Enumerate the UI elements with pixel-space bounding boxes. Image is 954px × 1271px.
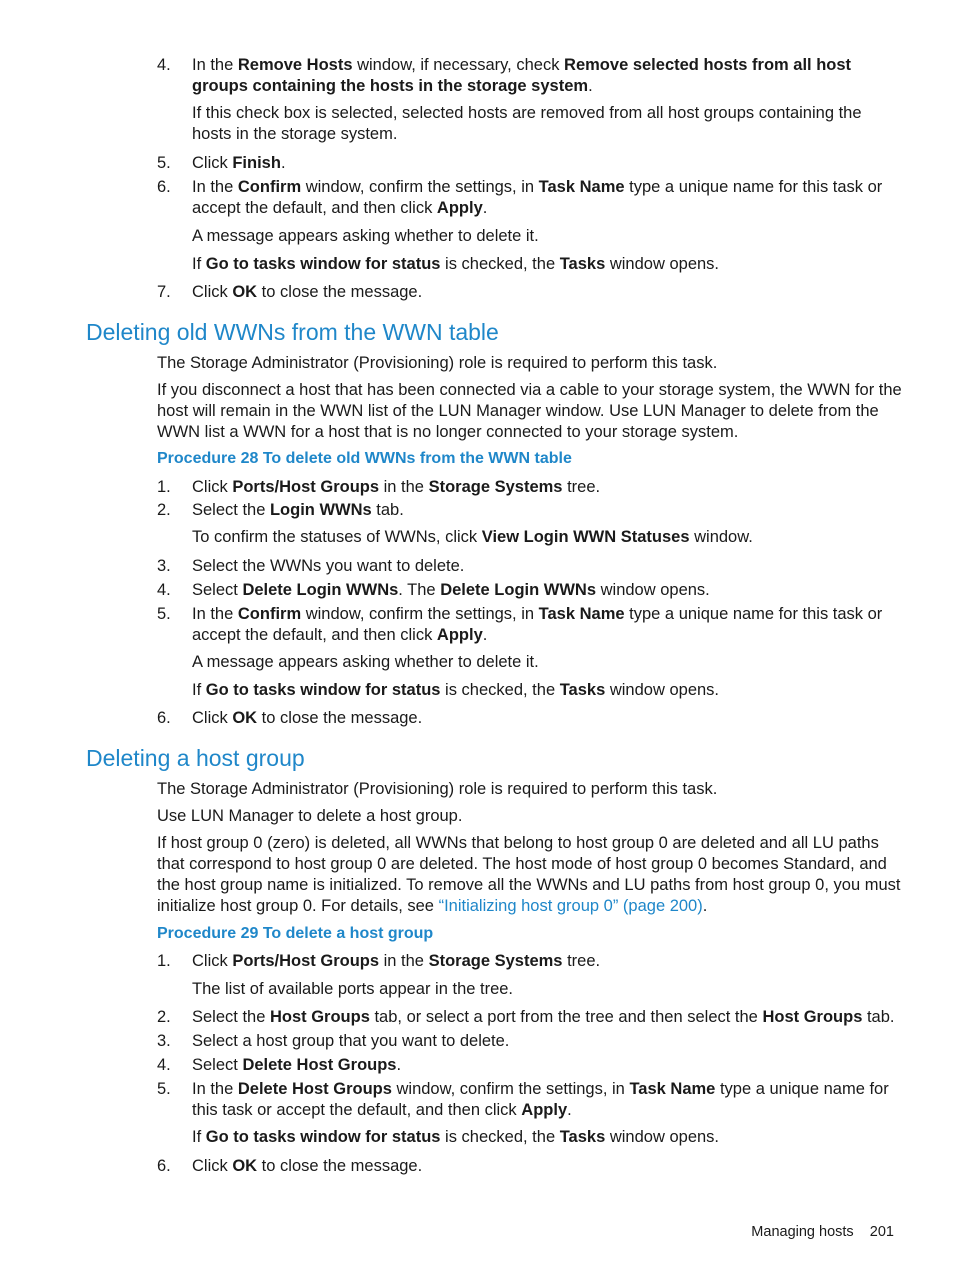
step-text: Select Delete Login WWNs. The Delete Login WWNs window opens.: [192, 581, 710, 599]
step-number: 6.: [157, 178, 171, 196]
step-text: In the Confirm window, confirm the settings, in Task Name type a unique name for this task or accept the default, and then click Apply.: [192, 605, 883, 644]
step-text: In the Confirm window, confirm the settings, in Task Name type a unique name for this task or accept the default, and then click Apply.: [192, 178, 883, 217]
step-note: To confirm the statuses of WWNs, click View Login WWN Statuses window.: [192, 528, 753, 546]
procedure-title: Procedure 29 To delete a host group: [157, 925, 434, 942]
paragraph: The Storage Administrator (Provisioning) role is required to perform this task.: [157, 780, 718, 798]
step-number: 1.: [157, 952, 171, 970]
section-heading-delete-host-group: Deleting a host group: [86, 745, 305, 771]
procedure-title: Procedure 28 To delete old WWNs from the WWN table: [157, 450, 572, 467]
step-text: Click OK to close the message.: [192, 709, 423, 727]
step-number: 3.: [157, 557, 171, 575]
step-text: In the Delete Host Groups window, confirm the settings, in Task Name type a unique name for this task or accept the default, and then click Apply.: [192, 1080, 889, 1119]
step-text: In the Remove Hosts window, if necessary, check Remove selected hosts from all host groups containing the hosts in the storage system.: [192, 56, 852, 95]
step-text: Select a host group that you want to delete.: [192, 1032, 510, 1050]
step-number: 2.: [157, 1008, 171, 1026]
step-note: A message appears asking whether to delete it.: [192, 227, 539, 245]
paragraph: If you disconnect a host that has been connected via a cable to your storage system, the WWN for the host will remain in the WWN list of the LUN Manager window. Use LUN Manager to delete from the WWN list a WWN for a host that is no longer connected to your storage system.: [157, 381, 902, 441]
step-text: Select Delete Host Groups.: [192, 1056, 402, 1074]
paragraph: If host group 0 (zero) is deleted, all WWNs that belong to host group 0 are deleted and all LU paths that correspond to host group 0 are deleted. The host mode of host group 0 becomes Standard, and the host group name is initialized. To remove all the WWNs and LU paths from host group 0, you must initialize host group 0. For details, see “Initializing host group 0” (page 200).: [157, 834, 901, 915]
step-note: If Go to tasks window for status is checked, the Tasks window opens.: [192, 681, 720, 699]
step-text: Select the WWNs you want to delete.: [192, 557, 465, 575]
section-heading-delete-wwns: Deleting old WWNs from the WWN table: [86, 319, 499, 345]
footer-section-title: Managing hosts: [751, 1224, 854, 1240]
step-number: 4.: [157, 1056, 171, 1074]
step-note: A message appears asking whether to delete it.: [192, 653, 539, 671]
step-text: Select the Login WWNs tab.: [192, 501, 404, 519]
cross-reference-link[interactable]: “Initializing host group 0” (page 200): [438, 897, 703, 915]
step-note: If Go to tasks window for status is checked, the Tasks window opens.: [192, 1128, 720, 1146]
step-number: 4.: [157, 581, 171, 599]
step-note: If this check box is selected, selected hosts are removed from all host groups containing the hosts in the storage system.: [192, 104, 862, 143]
step-text: Click OK to close the message.: [192, 1157, 423, 1175]
step-number: 6.: [157, 1157, 171, 1175]
step-text: Click Ports/Host Groups in the Storage Systems tree.: [192, 478, 601, 496]
step-number: 6.: [157, 709, 171, 727]
step-number: 1.: [157, 478, 171, 496]
paragraph: Use LUN Manager to delete a host group.: [157, 807, 463, 825]
page-footer: [600, 1222, 894, 1243]
paragraph: The Storage Administrator (Provisioning) role is required to perform this task.: [157, 354, 718, 372]
step-note: The list of available ports appear in the tree.: [192, 980, 514, 998]
step-text: Click Finish.: [192, 154, 286, 172]
step-text: Select the Host Groups tab, or select a port from the tree and then select the Host Groups tab.: [192, 1008, 895, 1026]
step-text: Click Ports/Host Groups in the Storage Systems tree.: [192, 952, 601, 970]
step-number: 7.: [157, 283, 171, 301]
step-number: 3.: [157, 1032, 171, 1050]
step-number: 5.: [157, 154, 171, 172]
step-number: 5.: [157, 1080, 171, 1098]
step-number: 5.: [157, 605, 171, 623]
step-number: 4.: [157, 56, 171, 74]
page-number: 201: [869, 1224, 894, 1240]
step-text: Click OK to close the message.: [192, 283, 423, 301]
step-number: 2.: [157, 501, 171, 519]
step-note: If Go to tasks window for status is checked, the Tasks window opens.: [192, 255, 720, 273]
